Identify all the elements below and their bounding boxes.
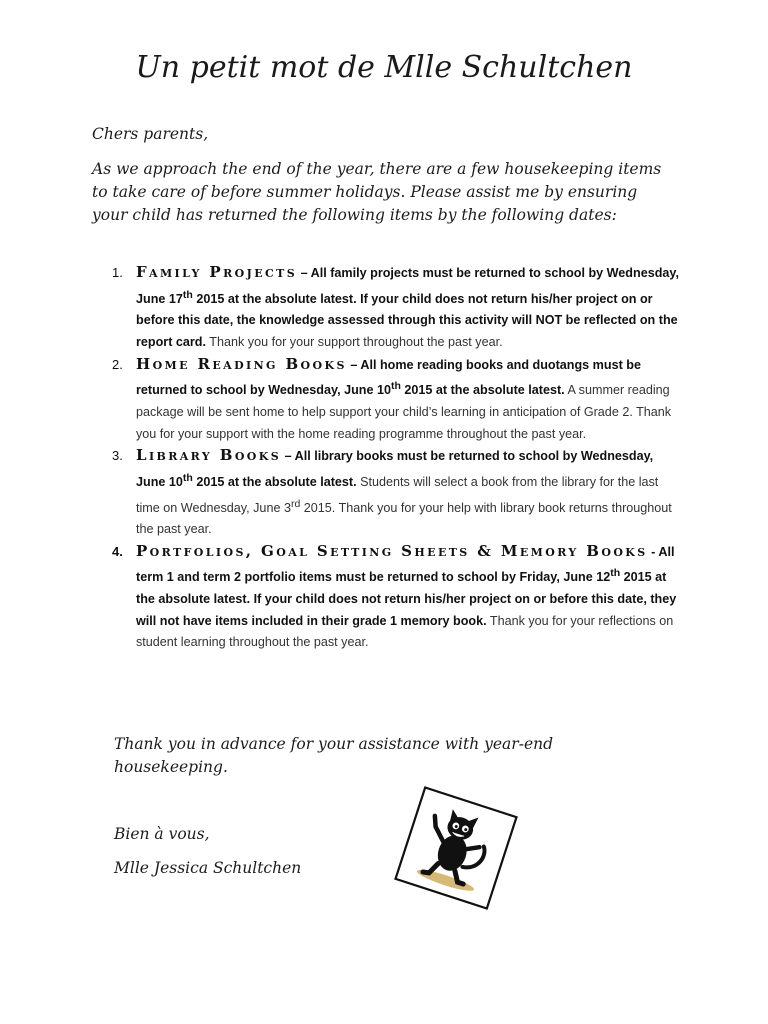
item-number: 1.: [112, 265, 123, 280]
item-superscript: rd: [290, 497, 301, 510]
item-normal-text: A summer reading package will be sent home to help support your child’s learning in anticipation of Grade 2. Thank you for your support with the home reading programme throughout the past year.: [136, 383, 672, 441]
item-normal-text: Thank you for your reflections on student learning throughout the past year.: [136, 613, 674, 650]
greeting: Chers parents,: [92, 125, 209, 143]
item-list: [92, 262, 680, 654]
page-title: Un petit mot de Mlle Schultchen: [135, 50, 633, 85]
sign-off: Bien à vous,: [114, 825, 210, 843]
item-dash: -: [647, 544, 659, 559]
item-number: 4.: [112, 543, 123, 559]
list-item-library-books: [92, 445, 680, 541]
item-number: 3.: [112, 448, 123, 464]
list-item-family-projects: [92, 262, 680, 354]
item-bold-text: 2015 at the absolute latest.: [192, 474, 357, 489]
item-bold-text: All home reading books and duotangs must be returned to school by Wednesday, June 10: [136, 357, 641, 398]
item-bold-text: All term 1 and term 2 portfolio items must be returned to school by Friday, June 12: [136, 544, 675, 585]
signature: Mlle Jessica Schultchen: [114, 859, 302, 877]
closing-paragraph: Thank you in advance for your assistance with year-end housekeeping.: [114, 735, 554, 776]
item-heading: Portfolios, Goal Setting Sheets & Memory Books: [136, 541, 648, 560]
list-item-portfolios: [92, 541, 680, 654]
item-heading: Family Projects: [136, 263, 298, 281]
item-bold-text: All library books must be returned to school by Wednesday, June 10: [136, 449, 654, 489]
item-normal-text: 2015. Thank you for your help with library book returns throughout the past year.: [136, 500, 672, 537]
item-dash: –: [346, 357, 361, 372]
item-normal-text: Thank you for your support throughout the past year.: [206, 334, 503, 349]
item-superscript: th: [390, 380, 401, 393]
item-superscript: th: [182, 471, 193, 484]
item-bold-text: All family projects must be returned to school by Wednesday, June 17: [136, 266, 679, 306]
item-normal-text: Students will select a book from the library for the last time on Wednesday, June 3: [136, 474, 659, 515]
item-bold-text: 2015 at the absolute latest.: [400, 383, 565, 398]
item-dash: –: [281, 449, 295, 464]
intro-paragraph: As we approach the end of the year, there are a few housekeeping items to take care of before summer holidays. Please assist me by ensuring your child has returned the following items by the following dates:: [92, 160, 662, 224]
item-number: 2.: [112, 356, 123, 372]
item-bold-text: 2015 at the absolute latest. If your child does not return his/her project on or before this date, the knowledge assessed through this activity will NOT be reflected on the report card.: [136, 291, 678, 349]
item-superscript: th: [610, 567, 621, 580]
black-cat-dancing-icon: [392, 784, 520, 912]
list-item-home-reading-books: [92, 354, 680, 446]
item-superscript: th: [182, 288, 193, 301]
item-dash: –: [297, 266, 311, 280]
item-heading: Library Books: [136, 446, 282, 465]
item-heading: Home Reading Books: [136, 354, 347, 373]
item-bold-text: 2015 at the absolute latest. If your child does not return his/her project on or before this date, they will not have items included in their grade 1 memory book.: [136, 570, 677, 628]
